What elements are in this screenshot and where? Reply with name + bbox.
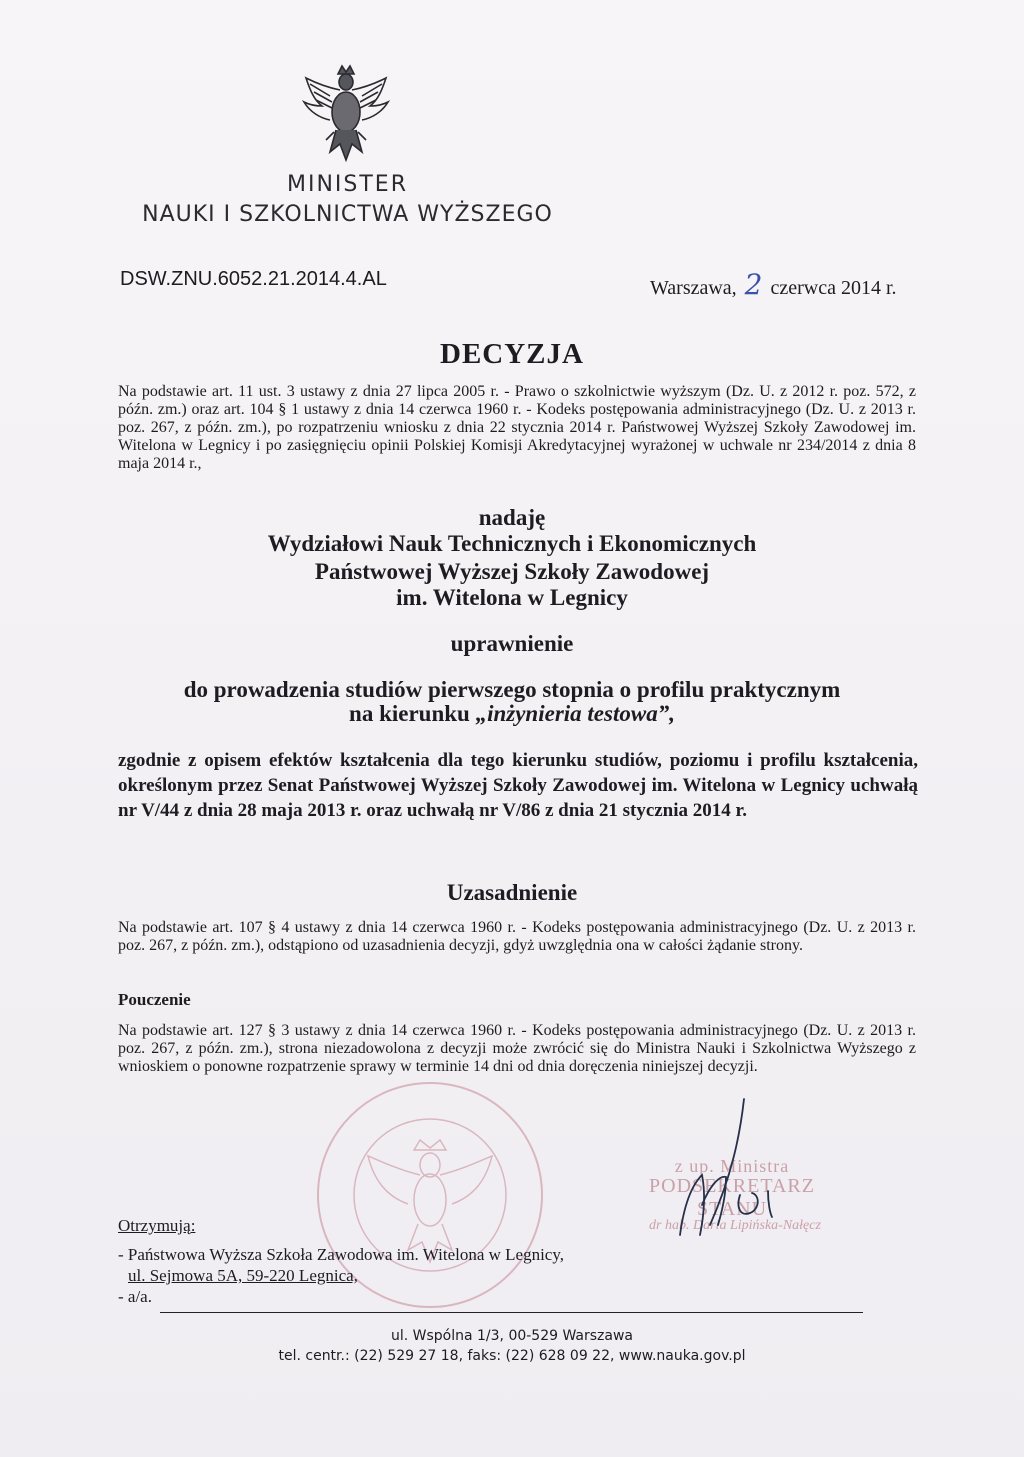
- place-and-date: [650, 268, 897, 301]
- recipient-item-1-address: ul. Sejmowa 5A, 59-220 Legnica,: [128, 1266, 358, 1285]
- recipient-item-2: - a/a.: [118, 1287, 152, 1306]
- footer-divider: [160, 1312, 863, 1313]
- instruction-paragraph: Na podstawie art. 127 § 3 ustawy z dnia 14 czerwca 1960 r. - Kodeks postępowania administracyjnego (Dz. U. z 2013 r. poz. 267, z późn. zm.), strona niezadowolona z decyzji może zwrócić się do Ministra Nauki i Szkolnictwa Wyższego z wnioskiem o ponowne rozpatrzenie sprawy w terminie 14 dni od dnia doręczenia niniejszej decyzji.: [118, 1022, 916, 1075]
- date-suffix: czerwca 2014 r.: [770, 277, 897, 299]
- right-heading: uprawnienie: [450, 631, 574, 656]
- polish-eagle-emblem-icon: [300, 60, 392, 170]
- document-title: DECYZJA: [440, 338, 584, 370]
- handwritten-signature-icon: [640, 1095, 800, 1245]
- instruction-heading: Pouczenie: [118, 990, 191, 1009]
- place-prefix: Warszawa,: [650, 277, 737, 299]
- legal-basis-paragraph: Na podstawie art. 11 ust. 3 ustawy z dnia 27 lipca 2005 r. - Prawo o szkolnictwie wyższym (Dz. U. z 2012 r. poz. 572, z późn. zm.) oraz art. 104 § 1 ustawy z dnia 14 czerwca 1960 r. - Kodeks postępowania administracyjnego (Dz. U. z 2013 r. poz. 267, z późn. zm.), po rozpatrzeniu wniosku z dnia 22 stycznia 2014 r. Państwowej Wyższej Szkoły Zawodowej im. Witelona w Legnicy i po zasięgnięciu opinii Polskiej Komisji Akredytacyjnej wyrażonej w uchwale nr 234/2014 z dnia 8 maja 2014 r.,: [118, 383, 916, 472]
- signature-stamp-line1: z up. Ministra: [674, 1156, 790, 1176]
- recipients-heading: Otrzymują:: [118, 1216, 196, 1235]
- justification-paragraph: Na podstawie art. 107 § 4 ustawy z dnia 14 czerwca 1960 r. - Kodeks postępowania administracyjnego (Dz. U. z 2013 r. poz. 267, z późn. zm.), odstąpiono od uzasadnienia decyzji, gdyż uwzględnia ona w całości żądanie strony.: [118, 919, 916, 954]
- signature-stamp-name: dr hab. Daria Lipińska-Nałęcz: [649, 1218, 821, 1233]
- justification-heading: Uzasadnienie: [446, 880, 578, 905]
- faculty-name-line2: Państwowej Wyższej Szkoły Zawodowej: [314, 559, 710, 584]
- ministry-title-line2: NAUKI I SZKOLNICTWA WYŻSZEGO: [142, 202, 553, 227]
- faculty-name-line3: im. Witelona w Legnicy: [396, 585, 628, 610]
- footer-contact: tel. centr.: (22) 529 27 18, faks: (22) 628 09 22, www.nauka.gov.pl: [278, 1348, 746, 1364]
- ministry-title-line1: MINISTER: [286, 172, 408, 197]
- conformity-paragraph: zgodnie z opisem efektów kształcenia dla tego kierunku studiów, poziomu i profilu kształcenia, określonym przez Senat Państwowej Wyższej Szkoły Zawodowej im. Witelona w Legnicy uchwałą nr V/44 z dnia 28 maja 2013 r. oraz uchwałą nr V/86 z dnia 21 stycznia 2014 r.: [118, 750, 918, 821]
- scope-line1: do prowadzenia studiów pierwszego stopnia o profilu praktycznym: [183, 677, 841, 702]
- document-reference-number: DSW.ZNU.6052.21.2014.4.AL: [120, 268, 387, 290]
- grant-verb: nadaję: [478, 505, 546, 530]
- recipient-item-1: - Państwowa Wyższa Szkoła Zawodowa im. Witelona w Legnicy,: [118, 1245, 565, 1264]
- handwritten-day: 2: [744, 268, 763, 301]
- signature-stamp-line2: PODSEKRETARZ STANU: [649, 1175, 815, 1220]
- faculty-name-line1: Wydziałowi Nauk Technicznych i Ekonomicznych: [267, 531, 757, 556]
- footer-address: ul. Wspólna 1/3, 00-529 Warszawa: [390, 1328, 634, 1344]
- field-of-study: „inżynieria testowa”,: [475, 701, 675, 726]
- scope-line2-prefix: na kierunku: [349, 701, 470, 726]
- scope-line2: [0, 702, 1024, 726]
